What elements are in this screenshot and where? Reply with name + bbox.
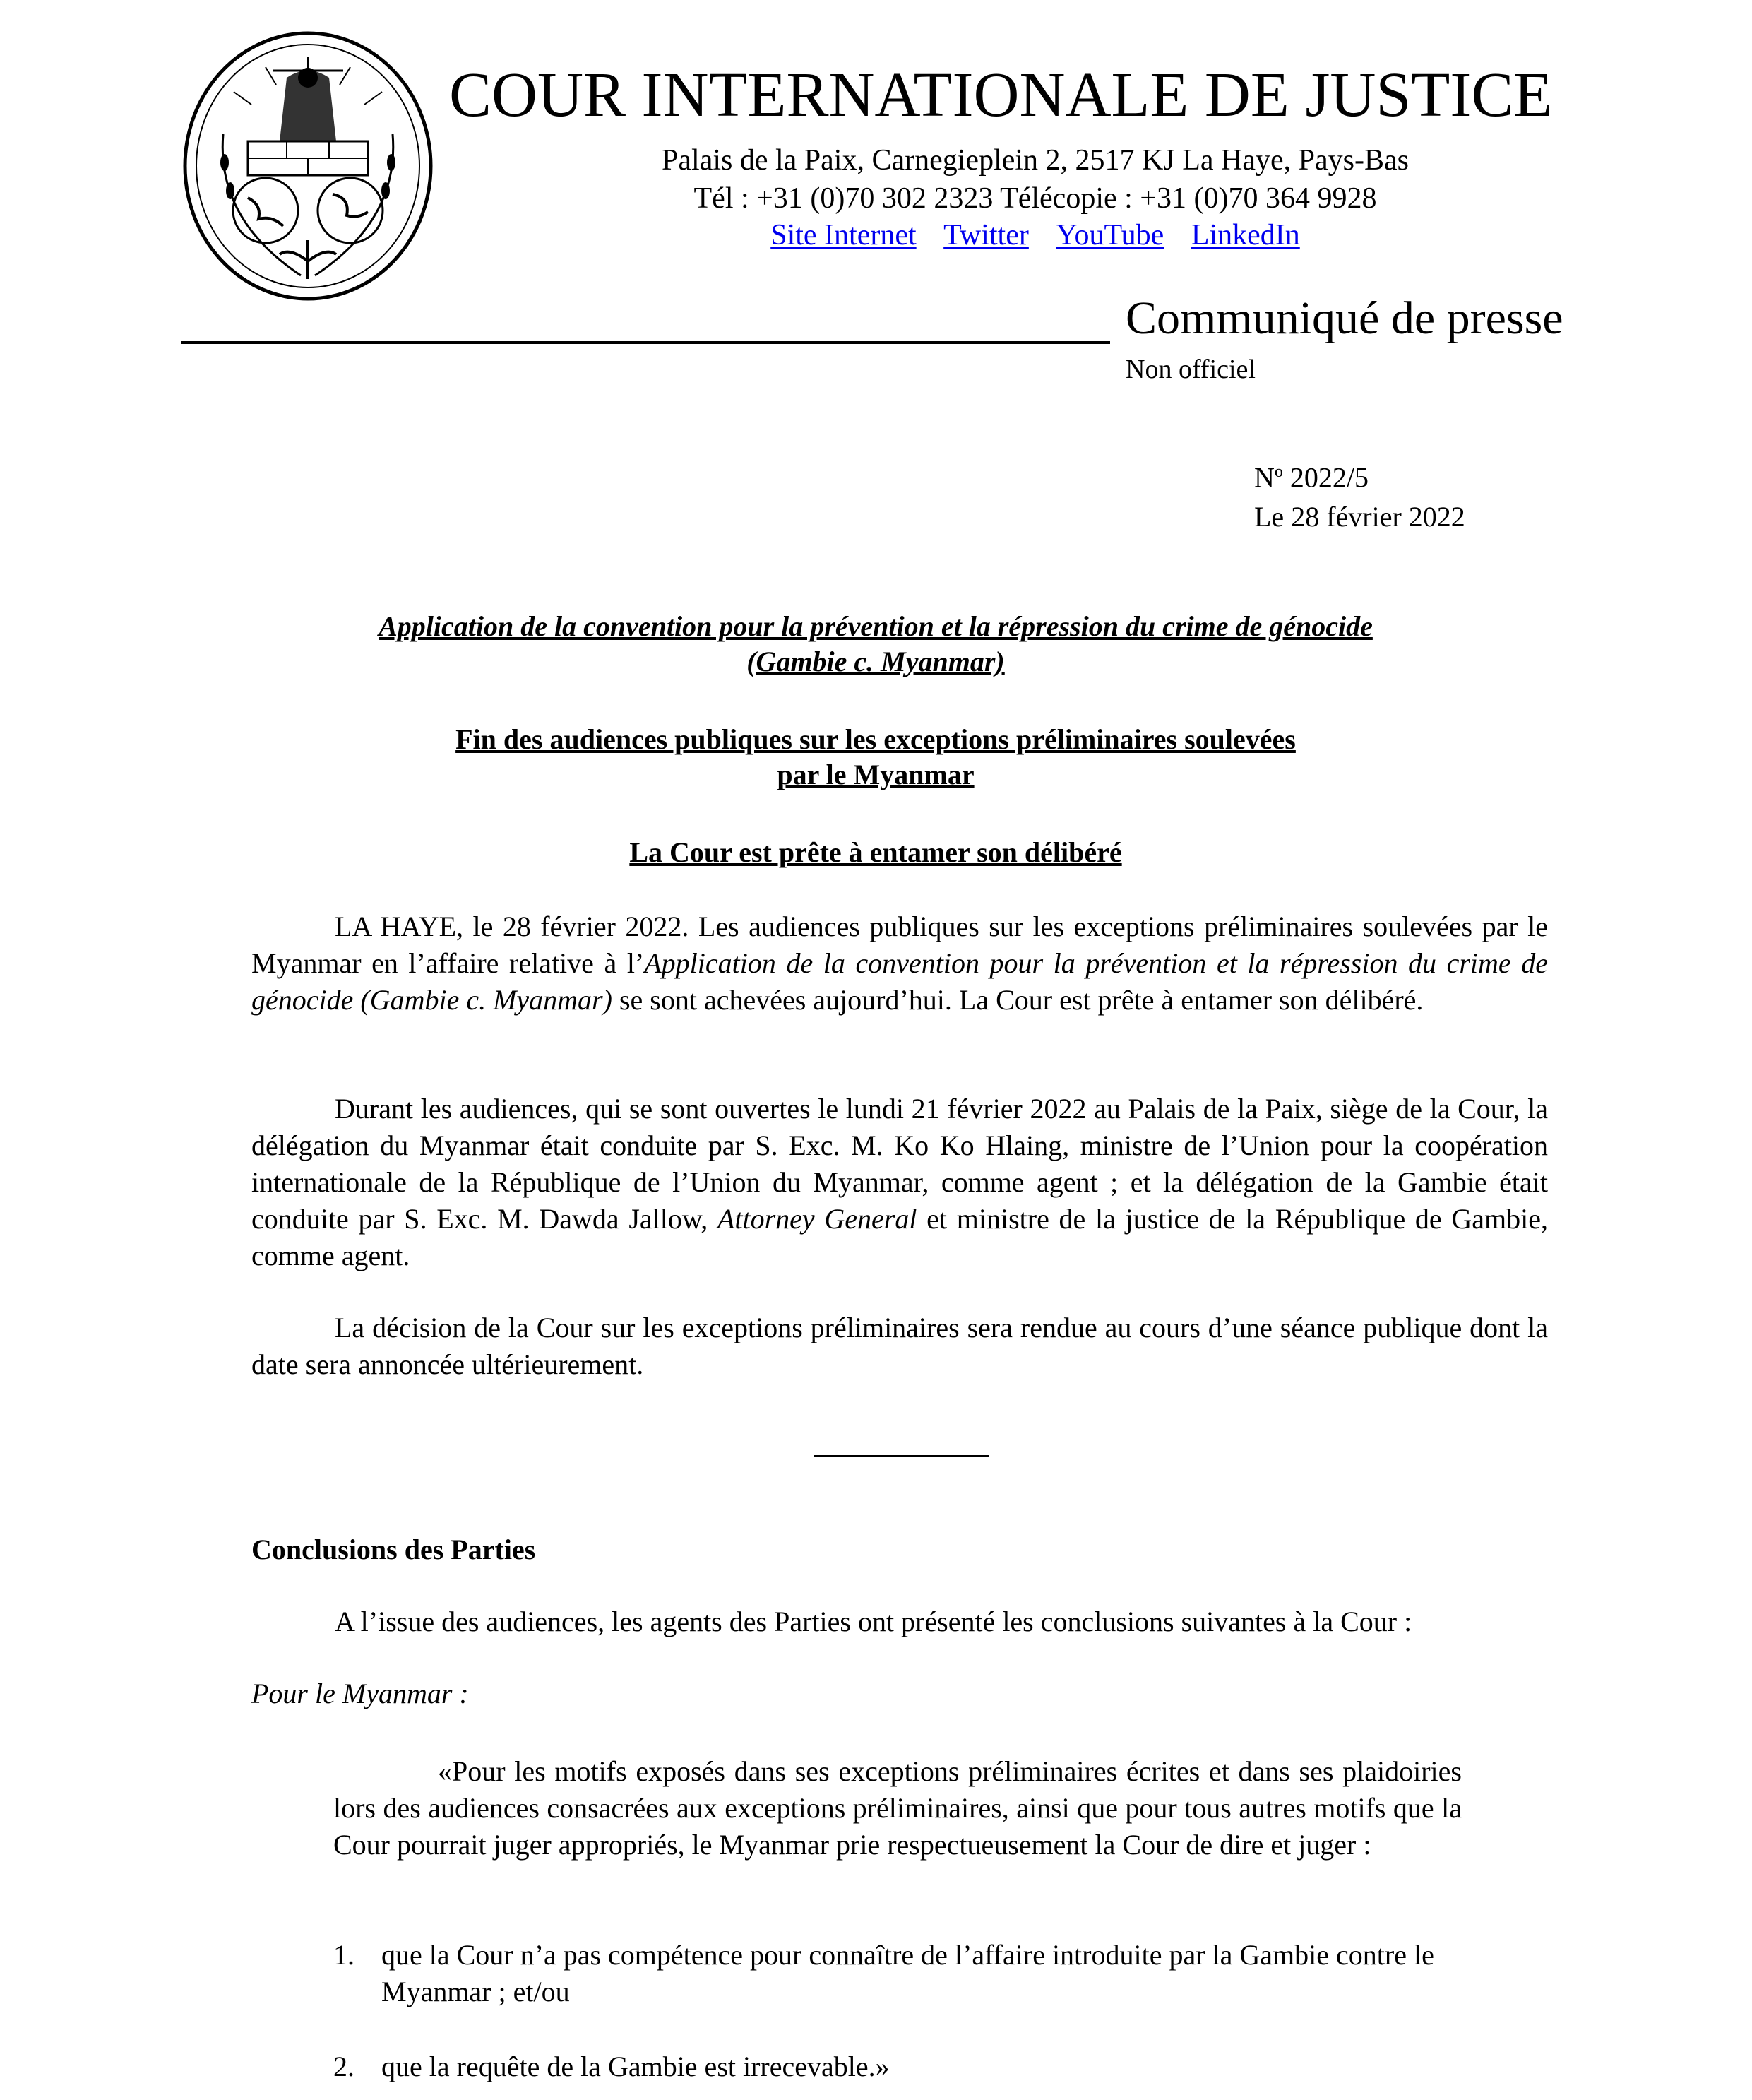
address-line: Palais de la Paix, Carnegieplein 2, 2517 KJ La Haye, Pays-Bas (662, 144, 1409, 177)
subtitle-line-2: par le Myanmar (777, 759, 975, 790)
document-type: Communiqué de presse (1126, 292, 1563, 344)
reference-number (1254, 463, 1369, 492)
case-title-line-1: Application de la convention pour la prévention et la répression du crime de génocide (379, 610, 1373, 642)
paragraph-2 (251, 1091, 1548, 1274)
secondary-subtitle-text: La Cour est prête à entamer son délibéré (629, 836, 1122, 868)
paragraph-2-title: Attorney General (717, 1203, 917, 1235)
case-title (181, 609, 1571, 680)
paragraph-1 (251, 908, 1548, 1019)
paragraph-3: La décision de la Cour sur les exceptions préliminaires sera rendue au cours d’une séance publique dont la date sera annoncée ultérieurement. (251, 1312, 1548, 1380)
list-item-text: que la Cour n’a pas compétence pour connaître de l’affaire introduite par la Gambie contre le Myanmar ; et/ou (381, 1939, 1434, 2007)
contact-line: Tél : +31 (0)70 302 2323 Télécopie : +31 (0)70 364 9928 (693, 182, 1377, 215)
icj-seal-icon (181, 28, 435, 304)
list-item-text: que la requête de la Gambie est irrecevable.» (381, 2051, 890, 2082)
reference-prefix: N (1254, 461, 1275, 494)
paragraph-1-a: LA HAYE, le 28 février 2022. Les audiences publiques sur les exceptions préliminaires soulevées par le Myanmar en l’affaire relative à l’ (251, 910, 1548, 979)
document-status: Non officiel (1126, 355, 1256, 384)
linkedin-link[interactable]: LinkedIn (1191, 219, 1300, 251)
paragraph-4: A l’issue des audiences, les agents des Parties ont présenté les conclusions suivantes à la Cour : (335, 1606, 1412, 1637)
reference-superscript: o (1274, 463, 1283, 481)
header-rule (181, 341, 1110, 344)
twitter-link[interactable]: Twitter (943, 219, 1029, 251)
youtube-link[interactable]: YouTube (1056, 219, 1164, 251)
section-separator (814, 1455, 989, 1457)
paragraph-2-c: et ministre de la justice de la République de Gambie, comme agent. (251, 1203, 1548, 1271)
subtitle (181, 722, 1571, 793)
conclusions-heading: Conclusions des Parties (251, 1534, 536, 1565)
website-link[interactable]: Site Internet (770, 219, 917, 251)
organization-name: COUR INTERNATIONALE DE JUSTICE (449, 60, 1553, 130)
subtitle-line-1: Fin des audiences publiques sur les exceptions préliminaires soulevées (455, 723, 1296, 755)
header-links (449, 220, 1621, 250)
list-item-number: 2. (333, 2051, 354, 2082)
paragraph-1-c: se sont achevées aujourd’hui. La Cour est prête à entamer son délibéré. (612, 984, 1424, 1016)
party-label: Pour le Myanmar : (251, 1678, 469, 1709)
paragraph-2-a: Durant les audiences, qui se sont ouvertes le lundi 21 février 2022 au Palais de la Paix, siège de la Cour, la délégation du Myanmar était conduite par S. Exc. M. Ko Ko Hlaing, ministre de l’Union pour la coopération internationale de la République de l’Union du Myanmar, comme agent ; et la délégation de la Gambie était conduite par S. Exc. M. Dawda Jallow, (251, 1093, 1548, 1235)
quoted-submission: «Pour les motifs exposés dans ses exceptions préliminaires écrites et dans ses plaidoiries lors des audiences consacrées aux exceptions préliminaires, ainsi que pour tous autres motifs que la Cour pourrait juger appropriés, le Myanmar prie respectueusement la Cour de dire et juger : (333, 1755, 1462, 1861)
list-item-number: 1. (333, 1939, 354, 1971)
list-item (333, 2048, 1462, 2085)
case-title-line-2: (Gambie c. Myanmar) (746, 646, 1005, 677)
reference-value: 2022/5 (1282, 461, 1369, 494)
secondary-subtitle (181, 835, 1571, 870)
paragraph-1-case-name: Application de la convention pour la prévention et la répression du crime de génocide (Gambie c. Myanmar) (251, 947, 1548, 1016)
reference-date: Le 28 février 2022 (1254, 501, 1465, 533)
list-item (333, 1937, 1462, 2010)
